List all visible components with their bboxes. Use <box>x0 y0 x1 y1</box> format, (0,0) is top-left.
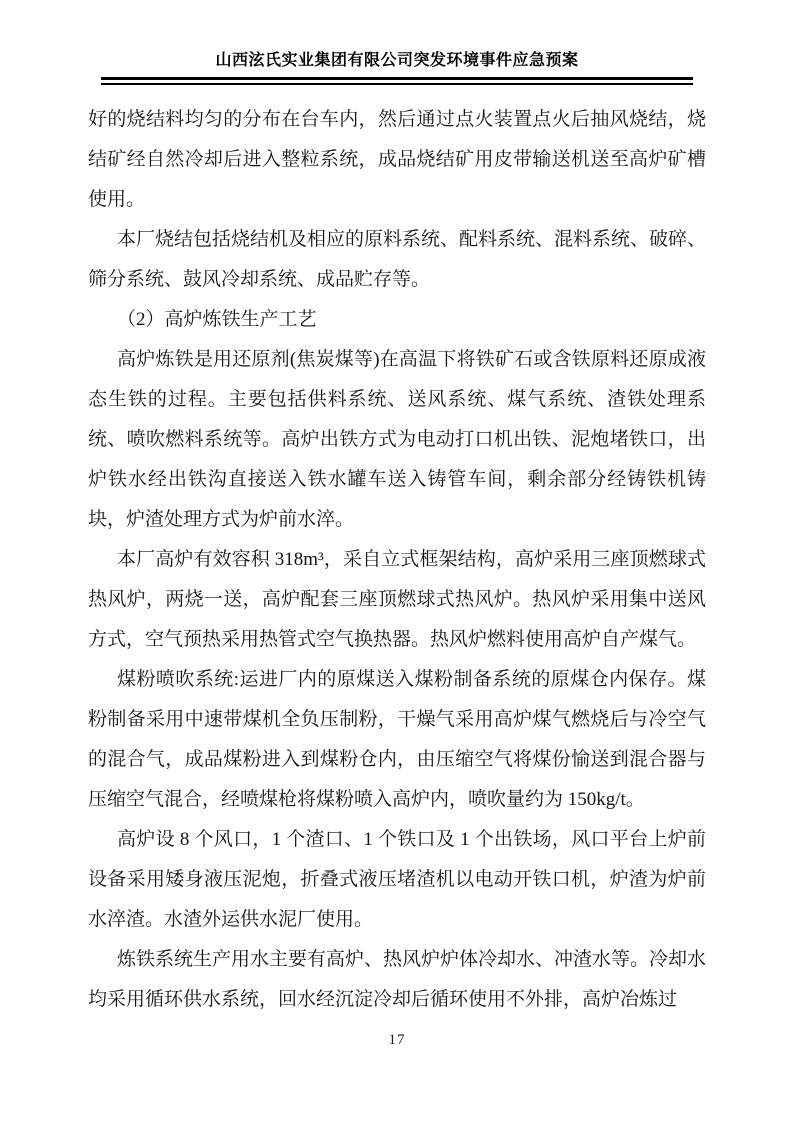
paragraph-4: 高炉炼铁是用还原剂(焦炭煤等)在高温下将铁矿石或含铁原料还原成液态生铁的过程。主要包括供料系统、送风系统、煤气系统、渣铁处理系统、喷吹燃料系统等。高炉出铁方式为电动打口机出铁、泥炮堵铁口，出炉铁水经出铁沟直接送入铁水罐车送入铸管车间，剩余部分经铸铁机铸块，炉渣处理方式为炉前水淬。 <box>88 349 706 530</box>
page-footer <box>0 1031 794 1049</box>
paragraph-6: 煤粉喷吹系统:运进厂内的原煤送入煤粉制备系统的原煤仓内保存。煤粉制备采用中速带煤机全负压制粉，干燥气采用高炉煤气燃烧后与冷空气的混合气，成品煤粉进入到煤粉仓内，由压缩空气将煤份愉送到混合器与压缩空气混合，经喷煤枪将煤粉喷入高炉内，喷吹量约为 150kg/t。 <box>88 669 706 810</box>
page-number: 17 <box>388 1032 406 1048</box>
document-body <box>88 100 706 1020</box>
paragraph-7: 高炉设 8 个风口，1 个渣口、1 个铁口及 1 个出铁场，风口平台上炉前设备采用矮身液压泥炮，折叠式液压堵渣机以电动开铁口机，炉渣为炉前水淬渣。水渣外运供水泥厂使用。 <box>88 829 706 930</box>
header-double-rule <box>101 77 693 85</box>
document-title: 山西泫氏实业集团有限公司突发环境事件应急预案 <box>215 52 579 69</box>
paragraph-1: 好的烧结料均匀的分布在台车内，然后通过点火装置点火后抽风烧结，烧结矿经自然冷却后进入整粒系统，成品烧结矿用皮带输送机送至高炉矿槽使用。 <box>88 109 706 210</box>
paragraph-2: 本厂烧结包括烧结机及相应的原料系统、配料系统、混料系统、破碎、筛分系统、鼓风冷却系统、成品贮存等。 <box>88 229 707 290</box>
page-header <box>0 50 794 72</box>
paragraph-5: 本厂高炉有效容积 318m³，采自立式框架结构，高炉采用三座顶燃球式热风炉，两烧一送，高炉配套三座顶燃球式热风炉。热风炉采用集中送风方式，空气预热采用热管式空气换热器。热风炉燃料使用高炉自产煤气。 <box>88 549 706 650</box>
paragraph-8: 炼铁系统生产用水主要有高炉、热风炉炉体冷却水、冲渣水等。冷却水均采用循环供水系统，回水经沉淀冷却后循环使用不外排，高炉冶炼过 <box>88 949 707 1010</box>
paragraph-3: （2）高炉炼铁生产工艺 <box>117 309 317 330</box>
